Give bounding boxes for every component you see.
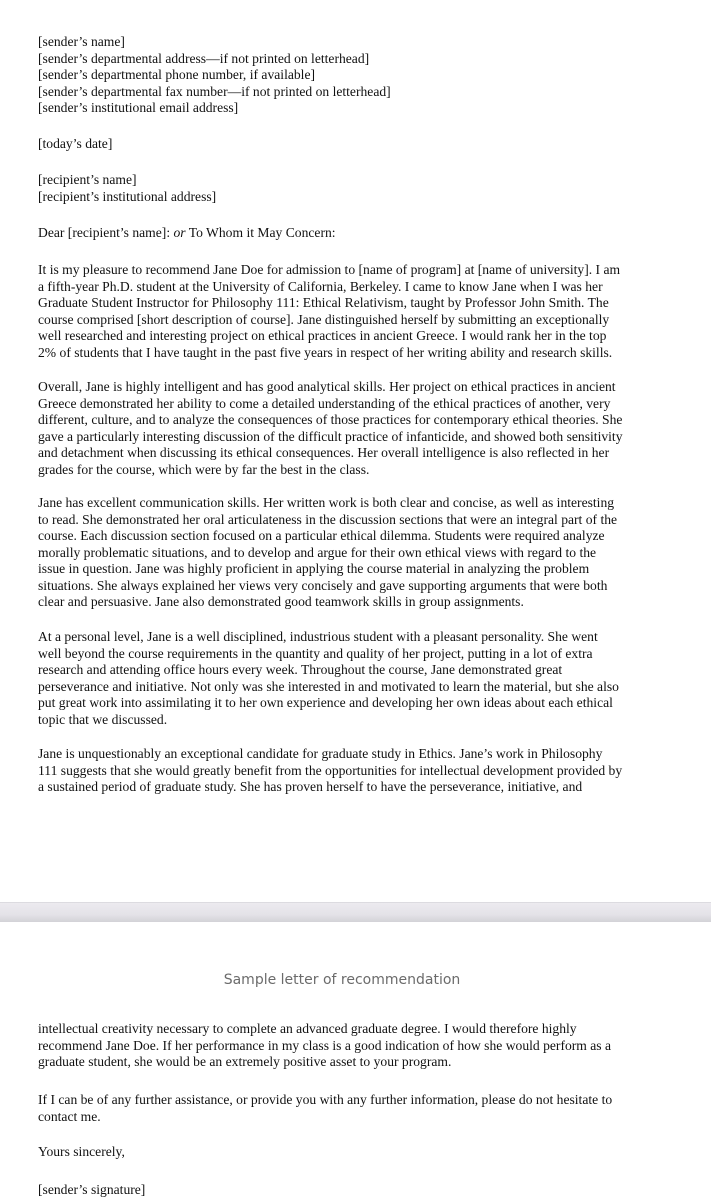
- paragraph: [38, 262, 698, 361]
- paragraph: [38, 1021, 698, 1071]
- paragraph-line: gave a particularly interesting discussion of the difficult practice of infanticide, and showed both sensitivity: [38, 428, 623, 444]
- paragraph-line: well researched and interesting project on ethical practices in ancient Greece. I would rank her in the top: [38, 328, 607, 343]
- closing: Yours sincerely,: [38, 1144, 125, 1159]
- paragraph-line: Jane is unquestionably an exceptional candidate for graduate study in Ethics. Jane’s work in Philosophy: [38, 746, 603, 761]
- paragraph: [38, 746, 698, 796]
- paragraph-line: course comprised [short description of course]. Jane distinguished herself by submitting an exceptionally: [38, 311, 610, 327]
- paragraph-line: 111 suggests that she would greatly benefit from the opportunities for intellectual development provided by: [38, 762, 623, 778]
- paragraph-line: clear and persuasive. Jane also demonstrated good teamwork skills in group assignments.: [38, 594, 524, 609]
- paragraph-line: issue in question. Jane was highly proficient in applying the course material in analyzing the problem: [38, 561, 590, 576]
- salutation-text: To Whom it May Concern:: [185, 225, 336, 240]
- page-break: [0, 902, 711, 922]
- paragraph-line: At a personal level, Jane is a well disciplined, industrious student with a pleasant personality. She went: [38, 629, 598, 644]
- paragraph-line: If I can be of any further assistance, or provide you with any further information, please do not hesitate to: [38, 1092, 613, 1107]
- paragraph-line: well beyond the course requirements in the quantity and quality of her project, putting in a lot of extra: [38, 645, 593, 661]
- date: [today’s date]: [38, 136, 113, 151]
- paragraph: [38, 1092, 698, 1125]
- paragraph-line: a fifth-year Ph.D. student at the University of California, Berkeley. I came to know Jane when I was her: [38, 278, 603, 294]
- sender-line: [sender’s institutional email address]: [38, 100, 239, 115]
- paragraph-line: Overall, Jane is highly intelligent and has good analytical skills. Her project on ethical practices in ancient: [38, 379, 616, 394]
- paragraph: [38, 629, 698, 728]
- paragraph-line: topic that we discussed.: [38, 711, 168, 727]
- paragraph: [38, 495, 698, 611]
- paragraph: [38, 379, 698, 478]
- paragraph-line: It is my pleasure to recommend Jane Doe for admission to [name of program] at [name of university]. I am: [38, 262, 621, 277]
- paragraph-line: different, culture, and to analyze the consequences of those practices for contemporary ethical theories. She: [38, 412, 623, 427]
- paragraph-line: Greece demonstrated her ability to come a detailed understanding of the ethical practices of another, very: [38, 395, 611, 411]
- paragraph-line: situations. She always explained her views very concisely and gave supporting arguments that were both: [38, 577, 608, 593]
- paragraph-line: morally problematic situations, and to develop and argue for their own ethical views with regard to the: [38, 544, 597, 560]
- paragraph-line: course. Each discussion section focused on a particular ethical dilemma. Students were required analyze: [38, 528, 605, 543]
- recipient-line: [recipient’s name]: [38, 172, 137, 187]
- paragraph-line: Graduate Student Instructor for Philosophy 111: Ethical Relativism, taught by Professor John Smith. The: [38, 295, 609, 310]
- paragraph-line: research and attending office hours every week. Throughout the course, Jane demonstrated great: [38, 662, 563, 677]
- paragraph-line: 2% of students that I have taught in the past five years in respect of her writing ability and research skills.: [38, 344, 613, 360]
- sender-line: [sender’s name]: [38, 34, 125, 49]
- paragraph-line: Jane has excellent communication skills. Her written work is both clear and concise, as well as interesting: [38, 495, 615, 510]
- sender-line: [sender’s departmental phone number, if available]: [38, 67, 316, 82]
- signature: [sender’s signature]: [38, 1182, 146, 1197]
- paragraph-line: graduate student, she would be an extremely positive asset to your program.: [38, 1054, 452, 1069]
- paragraph-line: grades for the course, which were by far the best in the class.: [38, 461, 370, 477]
- paragraph-line: intellectual creativity necessary to complete an advanced graduate degree. I would therefore highly: [38, 1021, 577, 1036]
- sender-line: [sender’s departmental fax number—if not printed on letterhead]: [38, 83, 391, 99]
- salutation-text: Dear [recipient’s name]:: [38, 225, 174, 240]
- paragraph-line: contact me.: [38, 1108, 101, 1124]
- paragraph-line: recommend Jane Doe. If her performance in my class is a good indication of how she would perform as a: [38, 1037, 612, 1053]
- paragraph-line: put great work into assimilating it to her own experience and developing her own ideas about each ethical: [38, 695, 613, 710]
- paragraph-line: a sustained period of graduate study. She has proven herself to have the perseverance, initiative, and: [38, 779, 583, 794]
- sender-block: [38, 34, 698, 117]
- page-caption: Sample letter of recommendation: [223, 972, 461, 988]
- sender-line: [sender’s departmental address—if not printed on letterhead]: [38, 50, 370, 66]
- salutation-or: or: [173, 225, 186, 240]
- recipient-block: [38, 172, 698, 205]
- paragraph-line: and detachment when discussing its ethical consequences. Her overall intelligence is also reflected in her: [38, 445, 610, 460]
- recipient-line: [recipient’s institutional address]: [38, 188, 217, 204]
- salutation: [38, 225, 698, 242]
- paragraph-line: perseverance and initiative. Not only was she interested in and motivated to learn the material, but she also: [38, 678, 619, 694]
- paragraph-line: to read. She demonstrated her oral articulateness in the discussion sections that were an integral part of the: [38, 511, 618, 527]
